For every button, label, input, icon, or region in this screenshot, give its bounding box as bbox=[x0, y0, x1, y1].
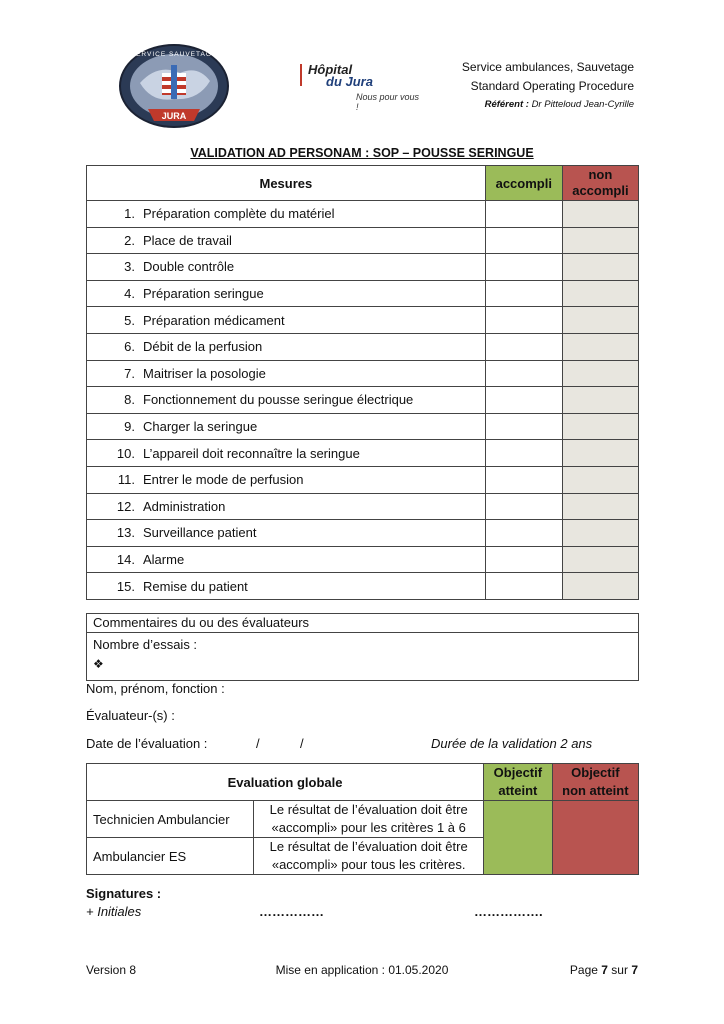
mesure-label: Charger la seringue bbox=[143, 419, 258, 435]
non-accompli-cell[interactable] bbox=[562, 493, 638, 520]
page-prefix: Page bbox=[569, 963, 598, 977]
accompli-cell[interactable] bbox=[485, 387, 562, 414]
mesure-number: 2. bbox=[124, 232, 135, 248]
comments-box bbox=[86, 613, 639, 681]
mesure-number: 10. bbox=[116, 445, 135, 461]
non-accompli-cell[interactable] bbox=[562, 546, 638, 573]
non-accompli-header bbox=[562, 166, 638, 201]
mesure-row bbox=[87, 360, 639, 387]
referent-label: Référent : bbox=[484, 99, 529, 110]
date-slash-2: / bbox=[300, 736, 304, 751]
signatures-title: Signatures : bbox=[86, 886, 162, 901]
non-accompli-cell[interactable] bbox=[562, 440, 638, 467]
accompli-cell[interactable] bbox=[485, 201, 562, 228]
non-accompli-cell[interactable] bbox=[562, 387, 638, 414]
accompli-cell[interactable] bbox=[485, 546, 562, 573]
non-accompli-cell[interactable] bbox=[562, 360, 638, 387]
mesures-body bbox=[87, 201, 639, 600]
evaluation-globale-table bbox=[86, 763, 639, 875]
objectif-non-atteint-line1: Objectif bbox=[571, 765, 620, 780]
mesure-row bbox=[87, 333, 639, 360]
mesure-row bbox=[87, 440, 639, 467]
evaluateur-field: Évaluateur-(s) : bbox=[86, 708, 175, 723]
objectif-atteint-header bbox=[484, 764, 553, 801]
non-accompli-cell[interactable] bbox=[562, 520, 638, 547]
mesure-row bbox=[87, 307, 639, 334]
objectif-atteint-cell[interactable] bbox=[484, 801, 553, 875]
non-accompli-cell[interactable] bbox=[562, 254, 638, 281]
bullet-icon: ❖ bbox=[93, 657, 104, 671]
header-referent bbox=[485, 99, 634, 110]
non-accompli-cell[interactable] bbox=[562, 227, 638, 254]
mesure-label-cell bbox=[87, 440, 486, 467]
mesure-label-cell bbox=[87, 333, 486, 360]
accompli-cell[interactable] bbox=[485, 280, 562, 307]
mesure-row bbox=[87, 280, 639, 307]
mesure-label: Place de travail bbox=[143, 232, 232, 248]
badge-jura-text: JURA bbox=[161, 111, 187, 121]
critere-technicien-line1: Le résultat de l’évaluation doit être bbox=[269, 802, 468, 817]
critere-ambulancier-line1: Le résultat de l’évaluation doit être bbox=[269, 839, 468, 854]
badge-top-text: SERVICE SAUVETAGE bbox=[130, 51, 218, 58]
mesures-table bbox=[86, 165, 639, 600]
mesure-label: Maitriser la posologie bbox=[143, 365, 266, 381]
mesure-label-cell bbox=[87, 201, 486, 228]
mesure-number: 3. bbox=[124, 259, 135, 275]
mesure-number: 11. bbox=[117, 472, 135, 488]
date-slash-1: / bbox=[256, 736, 260, 751]
mesure-number: 12. bbox=[116, 498, 135, 514]
accompli-cell[interactable] bbox=[485, 333, 562, 360]
mesure-label: Surveillance patient bbox=[143, 525, 257, 541]
mesure-number: 15. bbox=[116, 578, 135, 594]
mesure-label-cell bbox=[87, 466, 486, 493]
non-accompli-cell[interactable] bbox=[562, 280, 638, 307]
accompli-cell[interactable] bbox=[485, 440, 562, 467]
critere-technicien bbox=[254, 801, 484, 838]
critere-ambulancier bbox=[254, 838, 484, 875]
hospital-slogan: Nous pour vous ! bbox=[356, 92, 420, 112]
footer-mise-en-application: Mise en application : 01.05.2020 bbox=[275, 963, 449, 977]
header-service: Service ambulances, Sauvetage bbox=[461, 60, 634, 74]
initiales-label: + Initiales bbox=[86, 904, 142, 919]
signature-dots-2: ……………. bbox=[474, 904, 543, 919]
mesure-label: Fonctionnement du pousse seringue électrique bbox=[143, 392, 414, 408]
nombre-essais: Nombre d’essais : bbox=[93, 637, 198, 652]
non-accompli-cell[interactable] bbox=[562, 201, 638, 228]
nom-prenom-field: Nom, prénom, fonction : bbox=[86, 681, 225, 696]
evaluation-globale-header: Evaluation globale bbox=[87, 764, 484, 801]
non-accompli-cell[interactable] bbox=[562, 333, 638, 360]
accompli-header: accompli bbox=[485, 166, 562, 201]
non-accompli-cell[interactable] bbox=[562, 307, 638, 334]
mesure-row bbox=[87, 573, 639, 600]
mesure-number: 1. bbox=[124, 206, 135, 222]
page-total: 7 bbox=[631, 963, 638, 977]
objectif-non-atteint-line2: non atteint bbox=[562, 783, 629, 798]
mesure-number: 8. bbox=[124, 392, 135, 408]
mesure-label-cell bbox=[87, 307, 486, 334]
date-evaluation-label: Date de l’évaluation : bbox=[86, 736, 208, 751]
role-technicien: Technicien Ambulancier bbox=[87, 801, 254, 838]
mesure-label-cell bbox=[87, 546, 486, 573]
mesure-row bbox=[87, 466, 639, 493]
role-ambulancier: Ambulancier ES bbox=[87, 838, 254, 875]
header-sop: Standard Operating Procedure bbox=[470, 79, 634, 93]
mesure-row bbox=[87, 387, 639, 414]
mesure-label-cell bbox=[87, 227, 486, 254]
mesure-label: Préparation complète du matériel bbox=[143, 206, 335, 222]
mesure-label: Entrer le mode de perfusion bbox=[143, 472, 304, 488]
duree-validation: Durée de la validation 2 ans bbox=[431, 736, 593, 751]
mesure-label: Débit de la perfusion bbox=[143, 339, 263, 355]
mesure-number: 13. bbox=[116, 525, 135, 541]
accompli-cell[interactable] bbox=[485, 466, 562, 493]
mesure-row bbox=[87, 546, 639, 573]
critere-ambulancier-line2: «accompli» pour tous les critères. bbox=[271, 857, 466, 872]
mesure-number: 4. bbox=[124, 286, 135, 302]
mesure-label-cell bbox=[87, 387, 486, 414]
mesure-row bbox=[87, 413, 639, 440]
objectif-non-atteint-cell[interactable] bbox=[552, 801, 638, 875]
accompli-cell[interactable] bbox=[485, 227, 562, 254]
mesure-label-cell bbox=[87, 520, 486, 547]
signature-dots-1: …………… bbox=[259, 904, 324, 919]
mesure-row bbox=[87, 227, 639, 254]
mesure-label-cell bbox=[87, 413, 486, 440]
footer-page bbox=[570, 963, 638, 977]
non-accompli-cell[interactable] bbox=[562, 413, 638, 440]
non-accompli-cell[interactable] bbox=[562, 573, 638, 600]
mesure-row bbox=[87, 520, 639, 547]
eval-row-technicien bbox=[87, 801, 639, 838]
mesures-header: Mesures bbox=[87, 166, 486, 201]
hospital-name-line1: Hôpital bbox=[308, 62, 353, 77]
accompli-cell[interactable] bbox=[485, 307, 562, 334]
accompli-cell[interactable] bbox=[485, 254, 562, 281]
mesure-label: Préparation seringue bbox=[143, 286, 264, 302]
non-accompli-header-line2: accompli bbox=[572, 183, 629, 198]
footer-version: Version 8 bbox=[86, 963, 137, 977]
mesure-number: 9. bbox=[124, 419, 135, 435]
eval-header-row bbox=[87, 764, 639, 801]
mesure-number: 7. bbox=[124, 365, 135, 381]
accompli-cell[interactable] bbox=[485, 573, 562, 600]
non-accompli-header-line1: non bbox=[588, 167, 613, 182]
mesure-label: Préparation médicament bbox=[143, 312, 285, 328]
mesure-label-cell bbox=[87, 493, 486, 520]
mesure-label-cell bbox=[87, 280, 486, 307]
mesure-number: 5. bbox=[124, 312, 135, 328]
mesure-number: 14. bbox=[116, 552, 135, 568]
referent-name: Dr Pitteloud Jean-Cyrille bbox=[531, 99, 634, 110]
mesure-row bbox=[87, 493, 639, 520]
mesure-row bbox=[87, 201, 639, 228]
accompli-cell[interactable] bbox=[485, 360, 562, 387]
accompli-cell[interactable] bbox=[485, 493, 562, 520]
non-accompli-cell[interactable] bbox=[562, 466, 638, 493]
hospital-name-line2: du Jura bbox=[326, 74, 373, 89]
objectif-atteint-line1: Objectif bbox=[493, 765, 543, 780]
mesure-label: Double contrôle bbox=[143, 259, 235, 275]
sauvetage-badge-logo bbox=[118, 43, 230, 129]
mesure-row bbox=[87, 254, 639, 281]
accompli-cell[interactable] bbox=[485, 413, 562, 440]
mesure-label: Administration bbox=[143, 498, 226, 514]
mesure-label: L’appareil doit reconnaître la seringue bbox=[143, 445, 360, 461]
objectif-non-atteint-header bbox=[552, 764, 638, 801]
comments-title: Commentaires du ou des évaluateurs bbox=[87, 614, 638, 633]
accompli-cell[interactable] bbox=[485, 520, 562, 547]
mesure-label: Remise du patient bbox=[143, 578, 248, 594]
logo-red-bar bbox=[300, 64, 302, 86]
mesure-label: Alarme bbox=[143, 552, 185, 568]
critere-technicien-line2: «accompli» pour les critères 1 à 6 bbox=[271, 820, 466, 835]
mesure-number: 6. bbox=[124, 339, 135, 355]
page-number: 7 bbox=[601, 963, 608, 977]
objectif-atteint-line2: atteint bbox=[498, 783, 538, 798]
mesure-label-cell bbox=[87, 254, 486, 281]
hopital-du-jura-logo bbox=[300, 60, 420, 110]
mesure-label-cell bbox=[87, 360, 486, 387]
document-title: VALIDATION AD PERSONAM : SOP – POUSSE SERINGUE bbox=[190, 146, 534, 160]
page-sep: sur bbox=[611, 963, 628, 977]
mesure-label-cell bbox=[87, 573, 486, 600]
mesures-header-row bbox=[87, 166, 639, 201]
